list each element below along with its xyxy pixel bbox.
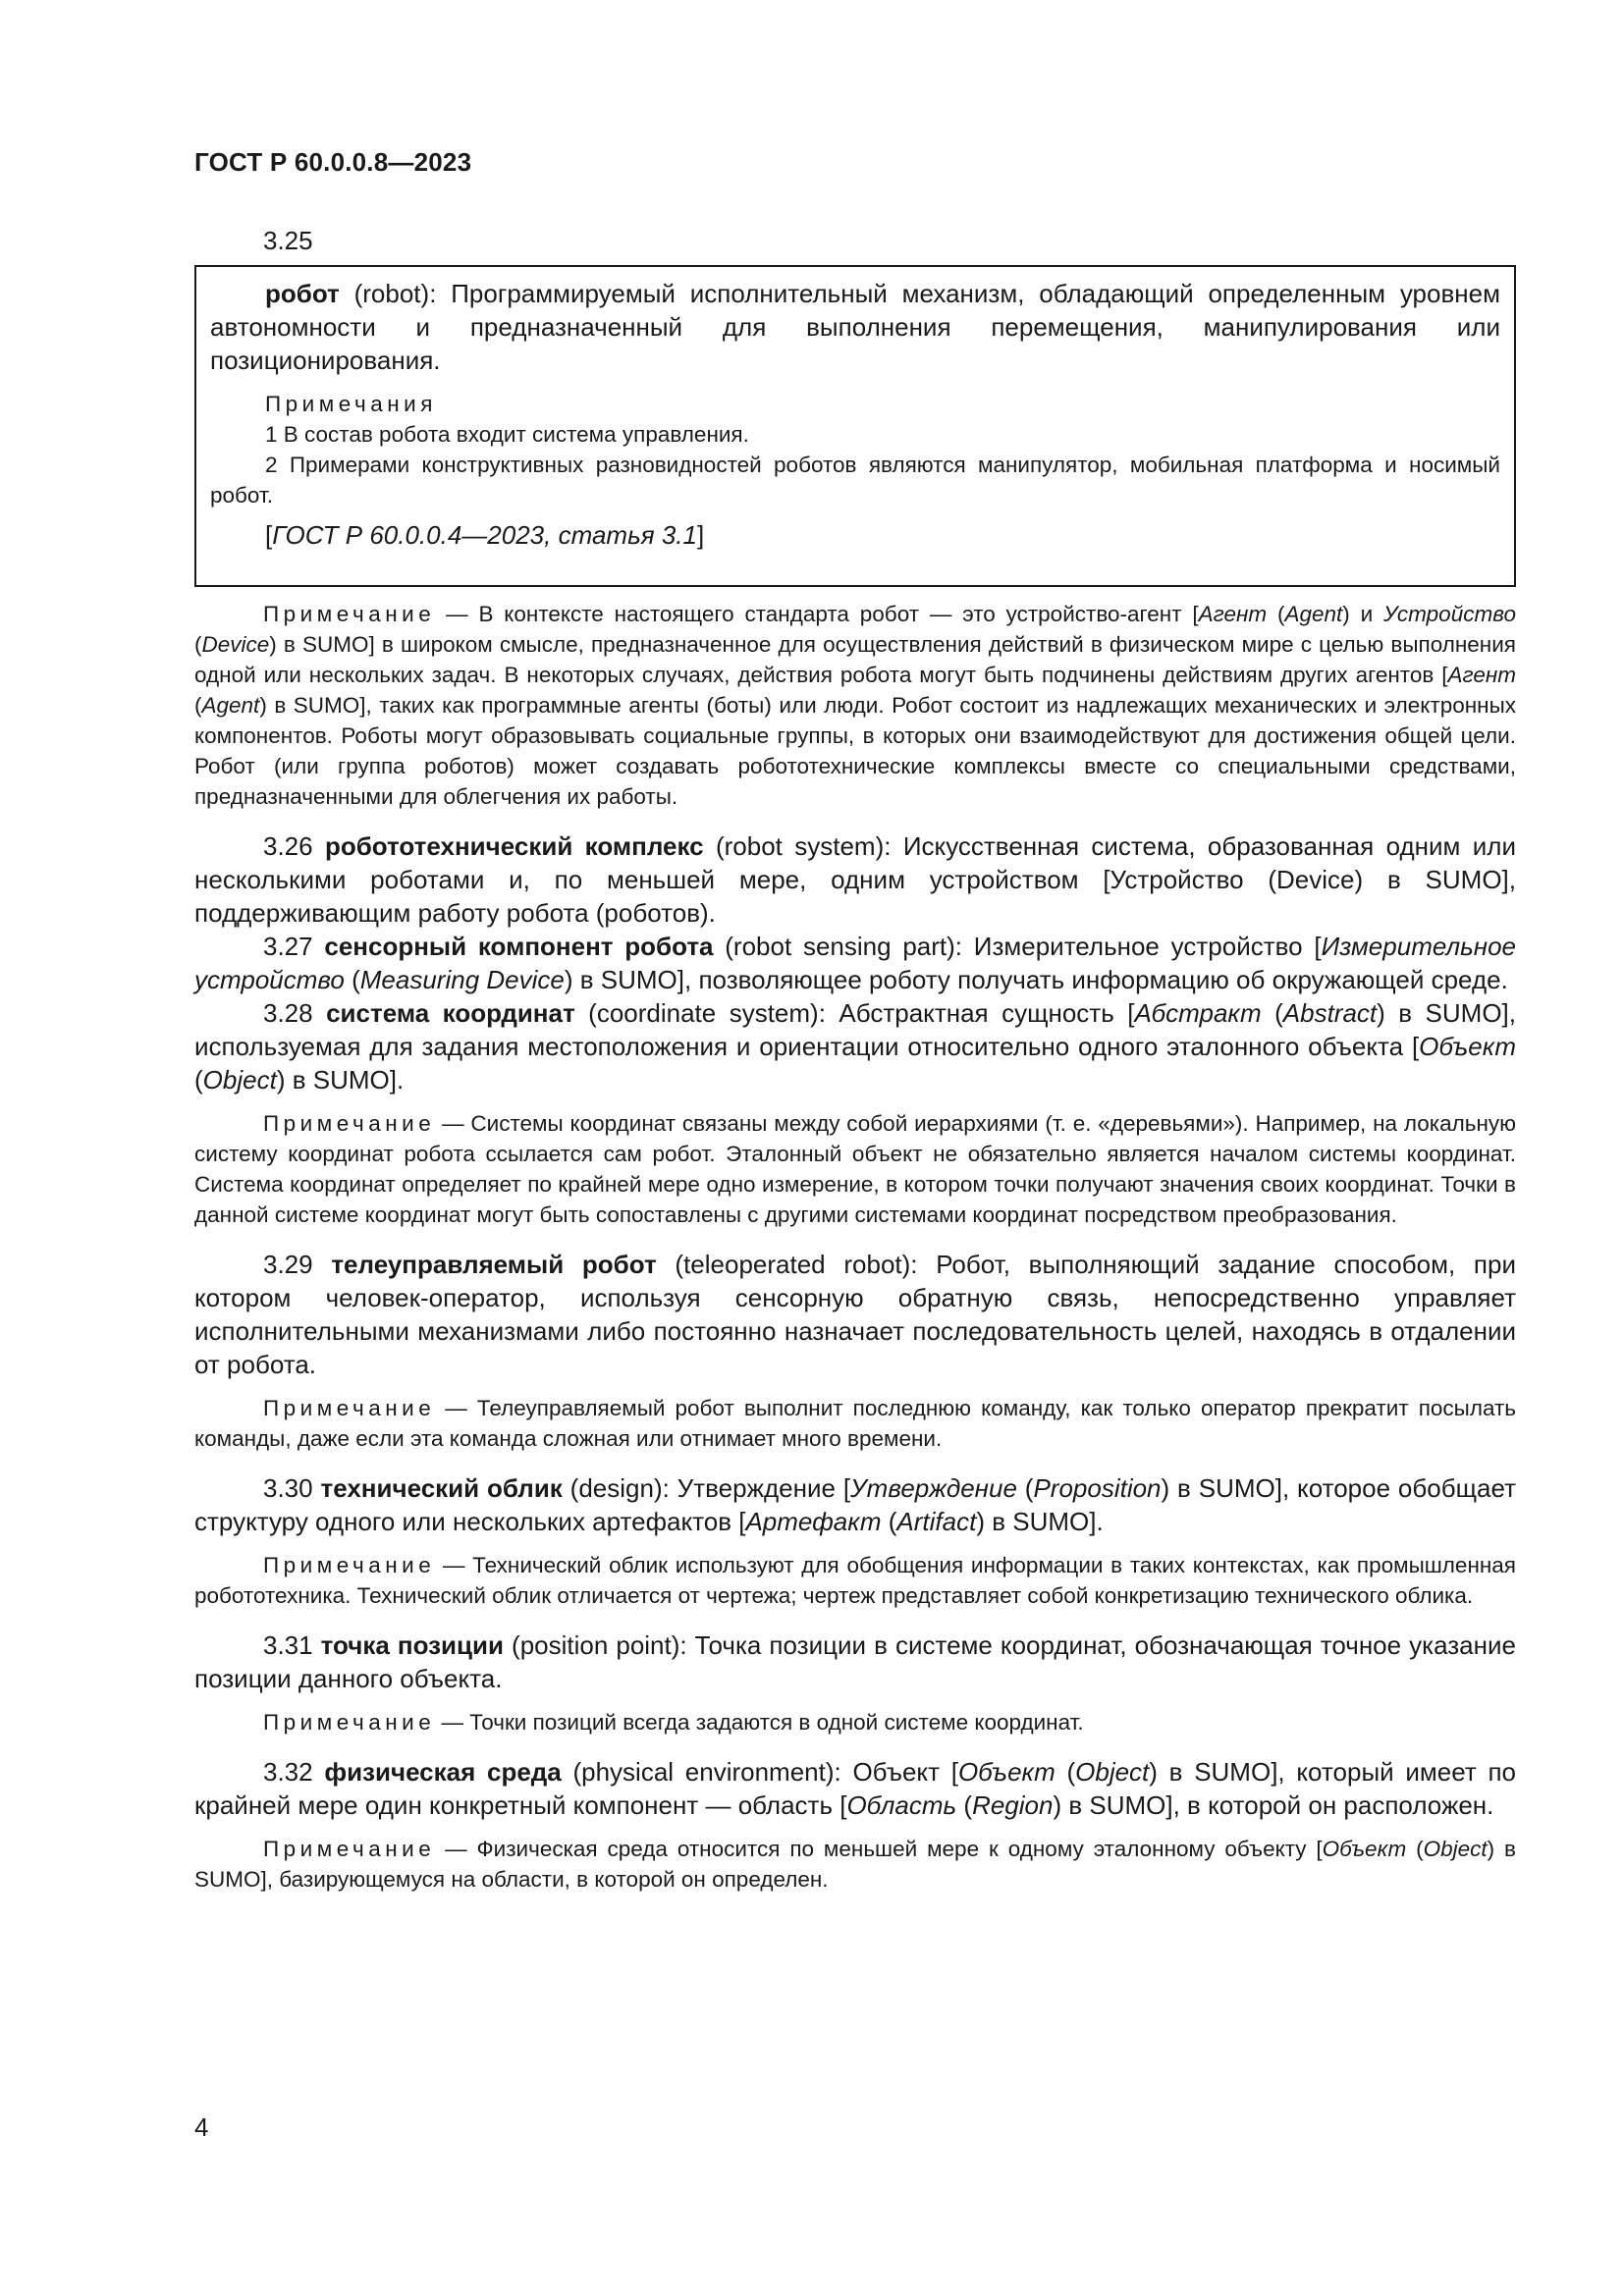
term-definition-teleoperated-robot: 3.29 телеуправляемый робот (teleoperated robot): Робот, выполняющий задание способом, при котором человек-оператор, используя сенсорную обратную связь, непосредственно управляет исполнительными механизмами либо постоянно назначает последовательность целей, находясь в отдалении от робота.: [194, 1250, 1516, 1379]
term-definition-robot: робот (robot): Программируемый исполнительный механизм, обладающий определенным уровнем автономности и предназначенный для выполнения перемещения, манипулирования или позиционирования.: [210, 279, 1500, 375]
term-box-robot: [194, 265, 1516, 587]
term-definition-design: 3.30 технический облик (design): Утверждение [Утверждение (Proposition) в SUMO], которое обобщает структуру одного или нескольких артефактов [Артефакт (Artifact) в SUMO].: [194, 1473, 1516, 1536]
term-robot-sensing-part: сенсорный компонент робота: [324, 932, 714, 961]
term-number-3-25: 3.25: [263, 226, 313, 255]
page-number: 4: [194, 2112, 209, 2142]
term-position-point: точка позиции: [320, 1630, 504, 1660]
robot-note-1: 1 В состав робота входит система управления.: [265, 422, 749, 447]
term-design: технический облик: [320, 1473, 563, 1503]
notes-title: Примечания: [265, 392, 437, 416]
term-teleoperated-robot: телеуправляемый робот: [331, 1250, 657, 1279]
document-body: [194, 224, 1516, 1895]
term-physical-environment: физическая среда: [324, 1757, 562, 1787]
term-definition-physical-environment: 3.32 физическая среда (physical environment): Объект [Объект (Object) в SUMO], который имеет по крайней мере один конкретный компонент — область [Область (Region) в SUMO], в которой он расположен.: [194, 1757, 1516, 1820]
note-teleoperated-robot: Примечание — Телеуправляемый робот выполнит последнюю команду, как только оператор прекратит посылать команды, даже если эта команда сложная или отнимает много времени.: [194, 1396, 1516, 1451]
robot-note-2: 2 Примерами конструктивных разновидностей роботов являются манипулятор, мобильная платформа и носимый робот.: [210, 453, 1500, 507]
note-physical-environment: Примечание — Физическая среда относится по меньшей мере к одному эталонному объекту [Объект (Object) в SUMO], базирующемуся на области, в которой он определен.: [194, 1837, 1516, 1892]
term-definition-robot-system: 3.26 робототехнический комплекс (robot system): Искусственная система, образованная одним или несколькими роботами и, по меньшей мере, одним устройством [Устройство (Device) в SUMO], поддерживающим работу робота (роботов).: [194, 831, 1517, 928]
term-definition-position-point: 3.31 точка позиции (position point): Точка позиции в системе координат, обозначающая точное указание позиции данного объекта.: [194, 1630, 1516, 1693]
term-coordinate-system: система координат: [326, 998, 575, 1028]
term-definition-coordinate-system: 3.28 система координат (coordinate system): Абстрактная сущность [Абстракт (Abstract) в SUMO], используемая для задания местоположения и ориентации относительно одного эталонного объекта [Объект (Object) в SUMO].: [194, 998, 1516, 1095]
note-design: Примечание — Технический облик используют для обобщения информации в таких контекстах, как промышленная робототехника. Технический облик отличается от чертежа; чертеж представляет собой конкретизацию технического облика.: [194, 1553, 1516, 1608]
note-robot: Примечание — В контексте настоящего стандарта робот — это устройство-агент [Агент (Agent) и Устройство (Device) в SUMO] в широком смысле, предназначенное для осуществления действий в физическом мире с целью выполнения одной или нескольких задач. В некоторых случаях, действия робота могут быть подчинены действиям других агентов [Агент (Agent) в SUMO], таких как программные агенты (боты) или люди. Робот состоит из надлежащих механических и электронных компонентов. Роботы могут образовывать социальные группы, в которых они взаимодействуют для достижения общей цели. Робот (или группа роботов) может создавать робототехнические комплексы вместе со специальными средствами, предназначенными для облегчения их работы.: [194, 602, 1516, 809]
term-robot: робот: [265, 279, 340, 308]
source-reference: [ГОСТ Р 60.0.0.4—2023, статья 3.1]: [265, 520, 705, 550]
term-definition-robot-sensing-part: 3.27 сенсорный компонент робота (robot sensing part): Измерительное устройство [Измерительное устройство (Measuring Device) в SUMO], позволяющее роботу получать информацию об окружающей среде.: [194, 932, 1517, 994]
term-robot-system: робототехнический комплекс: [324, 831, 704, 861]
note-position-point: Примечание — Точки позиций всегда задаются в одной системе координат.: [263, 1710, 1084, 1735]
document-header: ГОСТ Р 60.0.0.8—2023: [194, 147, 472, 177]
note-coordinate-system: Примечание — Системы координат связаны между собой иерархиями (т. е. «деревьями»). Например, на локальную систему координат робота ссылается сам робот. Эталонный объект не обязательно является началом системы координат. Система координат определяет по крайней мере одно измерение, в котором точки получают значения своих координат. Точки в данной системе координат могут быть сопоставлены с другими системами координат посредством преобразования.: [194, 1111, 1516, 1227]
